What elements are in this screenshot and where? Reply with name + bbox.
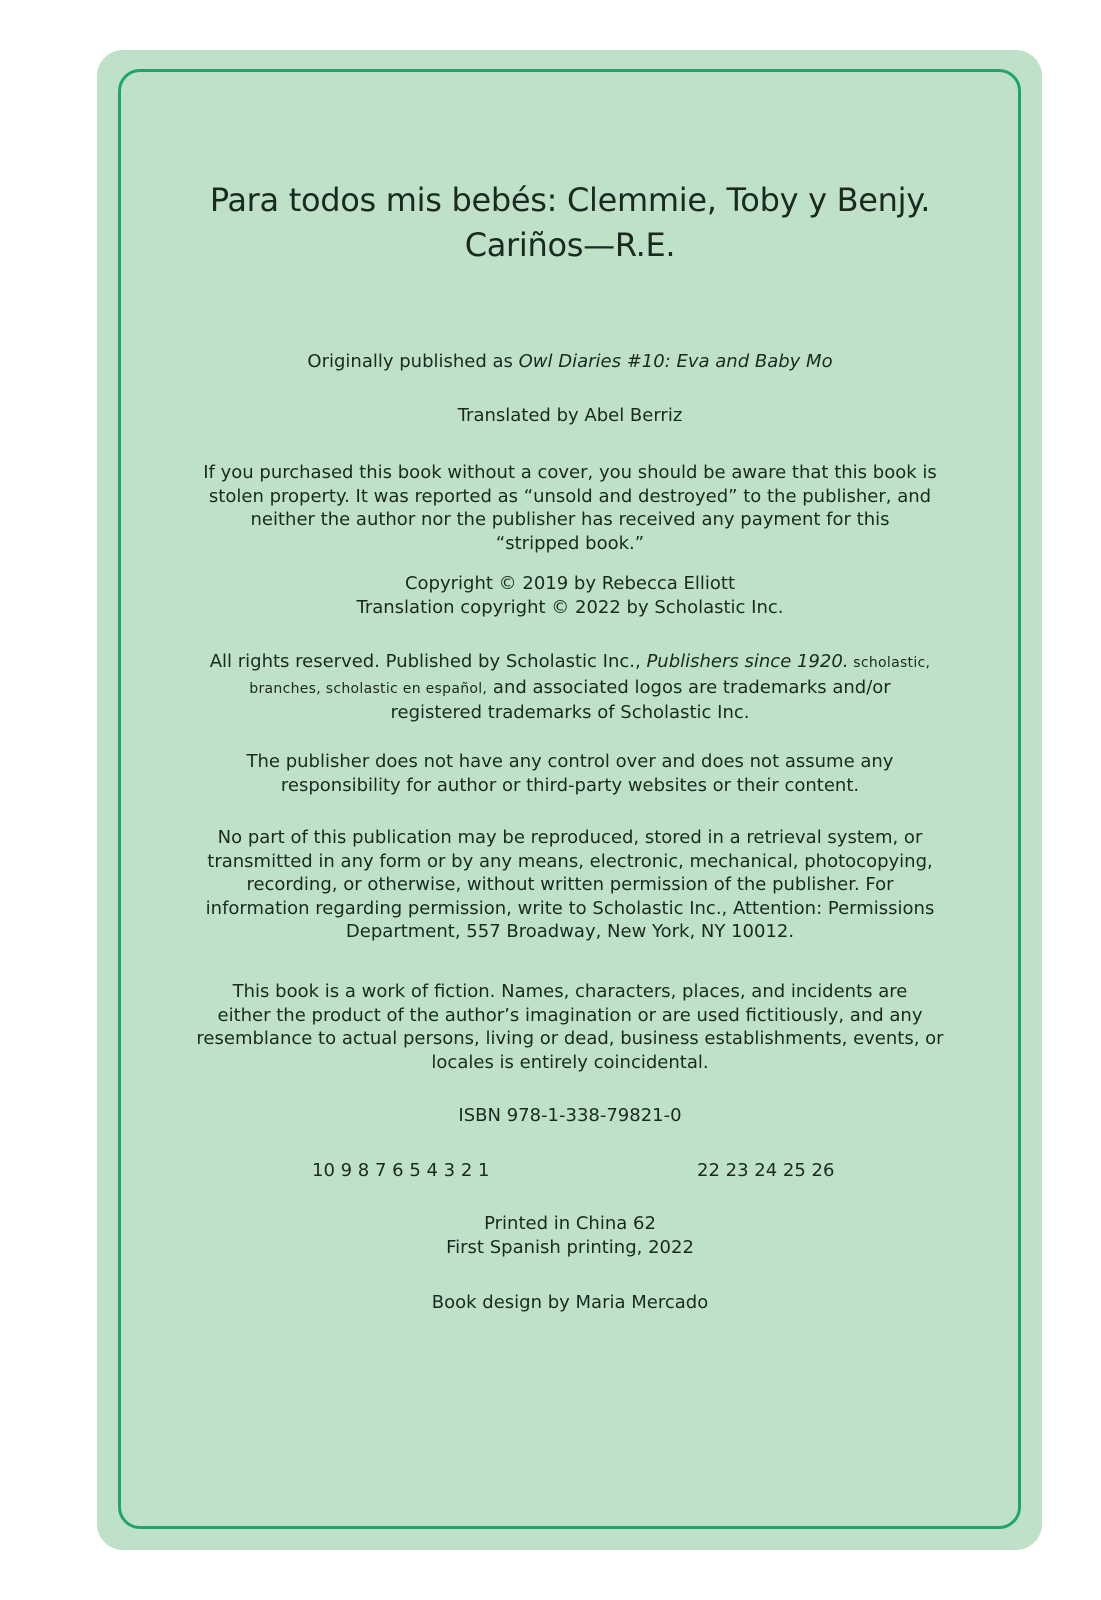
fiction-line: either the product of the author’s imagination or are used fictitiously, and any	[217, 1004, 923, 1026]
dedication	[140, 178, 1000, 268]
rights-smallcaps: branches, scholastic en español,	[249, 680, 488, 697]
stripped-line: neither the author nor the publisher has received any payment for this	[250, 509, 890, 530]
dedication-line-1: Para todos mis bebés: Clemmie, Toby y Benjy.	[209, 181, 931, 219]
fiction-line: resemblance to actual persons, living or dead, business establishments, events, or	[196, 1028, 944, 1049]
stripped-book-notice	[140, 461, 1000, 555]
reproduction-line: information regarding permission, write to Scholastic Inc., Attention: Permissions	[205, 897, 935, 919]
rights-text: registered trademarks of Scholastic Inc.	[390, 702, 750, 723]
reproduction-notice	[140, 826, 1000, 944]
rights-text: All rights reserved. Published by Scholastic Inc.,	[209, 651, 647, 672]
rights-reserved-notice	[140, 650, 1000, 725]
control-line: The publisher does not have any control over and does not assume any	[246, 751, 894, 772]
copyright-notice	[140, 572, 1000, 619]
printed-line-1: Printed in China 62	[484, 1213, 656, 1234]
rights-text: and associated logos are trademarks and/or	[487, 676, 891, 698]
reproduction-line: Department, 557 Broadway, New York, NY 10012.	[345, 921, 795, 942]
reproduction-line: transmitted in any form or by any means, electronic, mechanical, photocopying,	[207, 850, 933, 872]
translator-credit	[140, 404, 1000, 428]
original-prefix: Originally published as	[307, 351, 519, 372]
printing-info	[140, 1212, 1000, 1259]
original-title: Owl Diaries #10: Eva and Baby Mo	[518, 351, 833, 372]
copyright-line-1: Copyright © 2019 by Rebecca Elliott	[404, 573, 736, 594]
rights-smallcaps: scholastic,	[848, 655, 931, 671]
dedication-line-2: Cariños—R.E.	[464, 226, 676, 264]
original-publication	[140, 350, 1000, 374]
reproduction-line: No part of this publication may be reproduced, stored in a retrieval system, or	[217, 827, 923, 848]
control-notice	[140, 750, 1000, 797]
printed-line-2: First Spanish printing, 2022	[446, 1236, 694, 1258]
printing-number-line: 10 9 8 7 6 5 4 3 2 1	[312, 1160, 490, 1181]
reproduction-line: recording, or otherwise, without written permission of the publisher. For	[246, 874, 894, 895]
design-credit-text: Book design by Maria Mercado	[431, 1292, 709, 1313]
design-credit	[140, 1291, 1000, 1315]
control-line: responsibility for author or third-party websites or their content.	[280, 774, 860, 796]
isbn	[140, 1104, 1000, 1128]
translator-text: Translated by Abel Berriz	[457, 405, 683, 426]
stripped-line: “stripped book.”	[495, 532, 645, 554]
printing-year-line: 22 23 24 25 26	[697, 1160, 835, 1181]
stripped-line: stolen property. It was reported as “unsold and destroyed” to the publisher, and	[208, 485, 932, 507]
fiction-line: locales is entirely coincidental.	[431, 1051, 709, 1073]
rights-italic: Publishers since 1920.	[646, 651, 849, 672]
fiction-notice	[140, 980, 1000, 1074]
isbn-text: ISBN 978-1-338-79821-0	[458, 1105, 682, 1126]
fiction-line: This book is a work of fiction. Names, characters, places, and incidents are	[232, 981, 908, 1002]
copyright-line-2: Translation copyright © 2022 by Scholastic Inc.	[356, 596, 784, 618]
stripped-line: If you purchased this book without a cover, you should be aware that this book is	[203, 462, 937, 483]
